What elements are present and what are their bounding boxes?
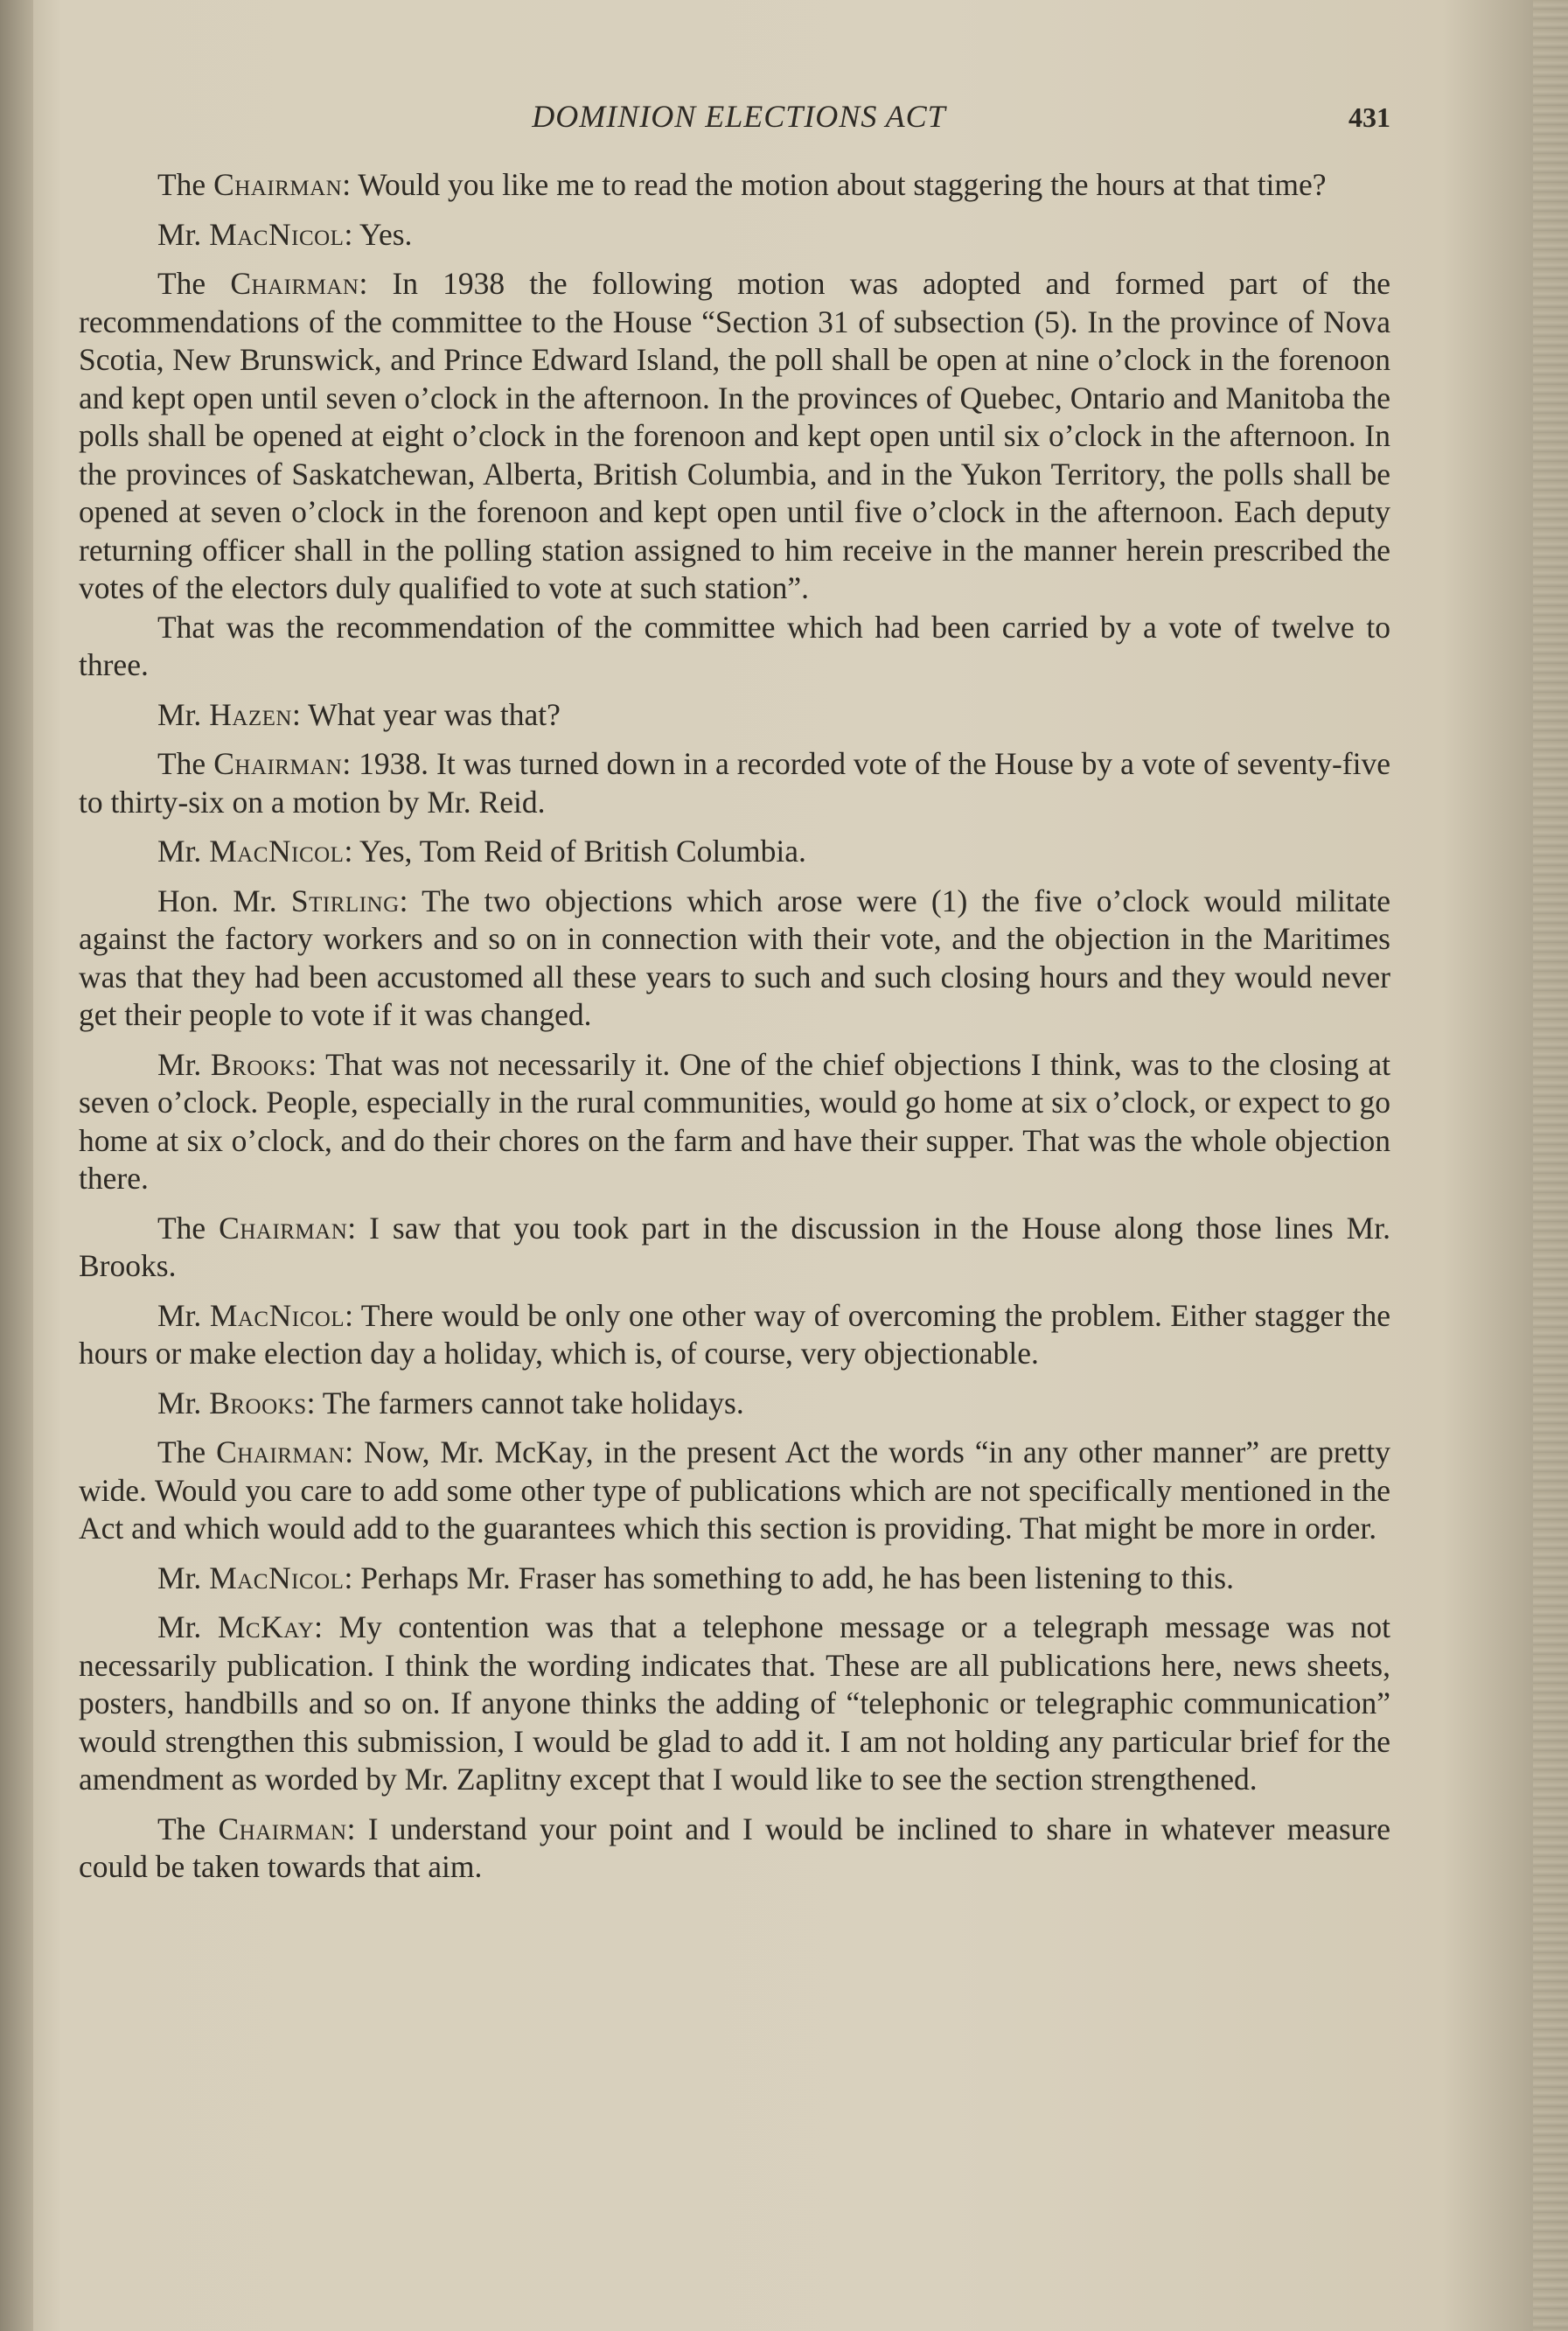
speaker-name: Chairman [230,266,359,301]
speaker-name: MacNicol [209,834,345,869]
paragraph: The Chairman: 1938. It was turned down in a recorded vote of the House by a vote of seventy-five to thirty-six on a motion by Mr. Reid. [79,746,1390,820]
running-title: DOMINION ELECTIONS ACT [532,99,946,134]
paragraph: Mr. MacNicol: Yes. [157,216,413,252]
paragraph: Mr. McKay: My contention was that a telephone message or a telegraph message was not necessarily publication. I think the wording indicates that. These are all publications here, news sheets, posters, handbills and so on. If anyone thinks the adding of “telephonic or telegraphic communication” would strengthen this submission, I would be glad to add it. I am not holding any particular brief for the amendment as worded by Mr. Zaplitny except that I would like to see the section strengthened. [79,1609,1390,1797]
paragraph: Mr. Hazen: What year was that? [157,696,561,732]
paragraph: Mr. Brooks: The farmers cannot take holidays. [157,1385,744,1420]
speaker-name: Hazen [209,696,292,732]
paragraph: The Chairman: I understand your point and I would be inclined to share in whatever measure could be taken towards that aim. [79,1811,1390,1884]
page-number: 431 [1348,101,1390,133]
paragraph: Mr. MacNicol: Perhaps Mr. Fraser has something to add, he has been listening to this. [157,1560,1234,1595]
paragraph: Mr. Brooks: That was not necessarily it. One of the chief objections I think, was to the closing at seven o’clock. People, especially in the rural communities, would go home at six o’clock, or expect to go home at six o’clock, and do their chores on the farm and have their supper. That was the whole objection there. [79,1046,1390,1196]
transcript-body [79,166,1390,1898]
speaker-name: Brooks [210,1046,309,1082]
paragraph: The Chairman: Would you like me to read the motion about staggering the hours at that time? [157,167,1327,202]
speaker-name: Chairman [213,167,343,202]
speaker-name: Brooks [209,1385,307,1420]
speaker-name: MacNicol [209,1297,345,1333]
speaker-name: Chairman [216,1434,345,1469]
paragraph: The Chairman: Now, Mr. McKay, in the present Act the words “in any other manner” are pretty wide. Would you care to add some other type of publications which are not specifically mentioned in the Act and which would add to the guarantees which this section is providing. That might be more in order. [79,1434,1390,1546]
paragraph: The Chairman: In 1938 the following motion was adopted and formed part of the recommendations of the committee to the House “Section 31 of subsection (5). In the province of Nova Scotia, New Brunswick, and Prince Edward Island, the poll shall be open at nine o’clock in the forenoon and kept open until seven o’clock in the afternoon. In the provinces of Quebec, Ontario and Manitoba the polls shall be opened at eight o’clock in the forenoon and kept open until six o’clock in the afternoon. In the provinces of Saskatchewan, Alberta, British Columbia, and in the Yukon Territory, the polls shall be opened at seven o’clock in the forenoon and kept open until five o’clock in the afternoon. Each deputy returning officer shall in the polling station assigned to him receive in the manner herein prescribed the votes of the electors duly qualified to vote at such station”. [79,266,1390,605]
paragraph: Mr. MacNicol: Yes, Tom Reid of British Columbia. [157,834,806,869]
running-header [87,98,1390,150]
binding-gutter [0,0,33,2331]
paragraph: Hon. Mr. Stirling: The two objections which arose were (1) the five o’clock would militate against the factory workers and so on in connection with their vote, and the objection in the Maritimes was that they had been accustomed all these years to such and such closing hours and they would never get their people to vote if it was changed. [79,883,1390,1032]
page-edge [1533,0,1568,2331]
speaker-name: Stirling [290,883,400,918]
speaker-name: Chairman [218,1811,347,1846]
paragraph: The Chairman: I saw that you took part in the discussion in the House along those lines Mr. Brooks. [79,1210,1390,1283]
speaker-name: MacNicol [209,216,345,252]
speaker-name: Chairman [219,1210,348,1246]
speaker-name: MacNicol [209,1560,345,1595]
paragraph: Mr. MacNicol: There would be only one other way of overcoming the problem. Either stagger the hours or make election day a holiday, which is, of course, very objectionable. [79,1297,1390,1371]
speaker-name: McKay [217,1609,315,1644]
speaker-name: Chairman [213,746,343,781]
paragraph: That was the recommendation of the committee which had been carried by a vote of twelve to three. [79,609,1390,682]
